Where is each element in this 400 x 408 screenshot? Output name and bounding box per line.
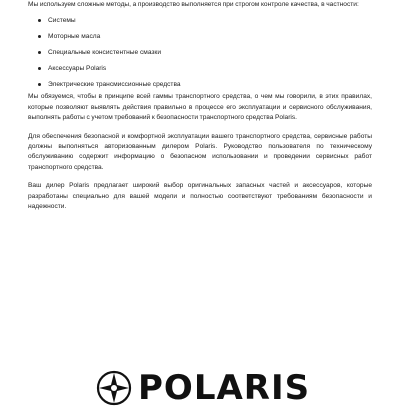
bullet-list (28, 13, 372, 92)
intro-paragraph: Мы используем сложные методы, а производство выполняется при строгом контроле качества, в частности: (28, 1, 359, 8)
star-emblem-icon (96, 370, 132, 406)
bullet-item: Системы (38, 13, 372, 29)
bullet-item: Электрические трансмиссионные средства (38, 77, 372, 93)
brand-logo (96, 368, 336, 408)
brand-wordmark: POLARIS (138, 368, 311, 408)
bullet-item: Моторные масла (38, 29, 372, 45)
body-paragraph-3: Ваш дилер Polaris предлагает широкий выбор оригинальных запасных частей и аксессуаров, которые разработаны специально для вашей модели и полностью соответствуют требованиям безопасности и надежности. (28, 182, 372, 211)
bullet-item: Специальные консистентные смазки (38, 45, 372, 61)
body-paragraph-1: Мы обязуемся, чтобы в принципе всей гаммы транспортного средства, о чем мы говорили, в этих правилах, которые позволяют выявлять действия правильно в процессе его эксплуатации и сервисного обслуживания, выполнять работы с учетом требований к безопасности транспортного средства Polaris. (28, 93, 372, 122)
body-paragraph-2: Для обеспечения безопасной и комфортной эксплуатации вашего транспортного средства, сервисные работы должны выполняться авторизованным дилером Polaris. Руководство пользователя по техническому обслуживанию содержит информацию о безопасном использовании и проведении сервисных работ транспортного средства. (28, 132, 372, 171)
bullet-item: Аксессуары Polaris (38, 61, 372, 77)
